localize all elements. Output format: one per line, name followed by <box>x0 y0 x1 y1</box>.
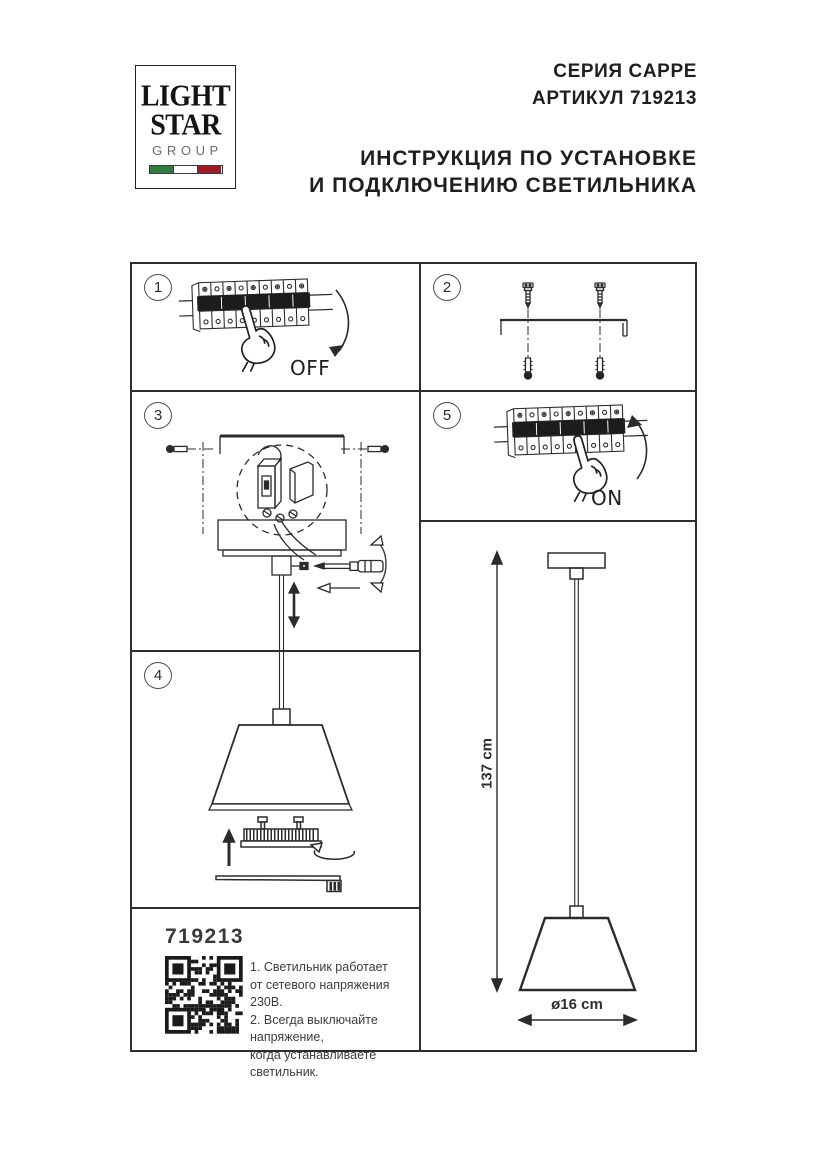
step-4-badge: 4 <box>144 662 172 689</box>
steps-grid <box>130 262 697 1079</box>
insert-arrow-icon <box>318 584 360 593</box>
pointing-hand-icon <box>226 301 280 373</box>
terminal-block-detail <box>258 446 316 560</box>
circuit-breaker-off-diagram <box>132 264 419 390</box>
step-2-panel <box>421 264 695 390</box>
footer-panel <box>132 909 419 1079</box>
cord <box>280 652 284 709</box>
step-1-badge: 1 <box>144 274 172 301</box>
cord-grip <box>272 556 291 575</box>
article-title: АРТИКУЛ 719213 <box>532 88 697 109</box>
step-2-badge: 2 <box>433 274 461 301</box>
lightstar-logo <box>135 65 236 189</box>
arrow-up-icon <box>635 420 647 479</box>
screw-icon <box>595 283 605 308</box>
led-module <box>241 817 321 847</box>
screwdriver-icon <box>315 561 383 573</box>
note-line: 1. Светильник работает <box>250 960 388 974</box>
stem <box>575 579 579 906</box>
safety-notes <box>250 959 418 1082</box>
wall-anchor-icon <box>596 358 605 379</box>
on-label: ON <box>591 486 623 510</box>
circuit-breaker-on-diagram <box>421 392 695 520</box>
pendant-lamp-diagram <box>421 522 695 1050</box>
instruction-title: ИНСТРУКЦИЯ ПО УСТАНОВКЕ И ПОДКЛЮЧЕНИЮ СВЕТИЛЬНИКА <box>309 147 697 197</box>
arrow-down-icon <box>336 290 348 351</box>
logo-word-group: GROUP <box>152 143 223 158</box>
lamp-shade <box>212 725 349 804</box>
step-5-badge: 5 <box>433 402 461 429</box>
step-3-badge: 3 <box>144 402 172 429</box>
diameter-dimension-line <box>519 1015 636 1025</box>
step-1-panel <box>132 264 419 390</box>
step-3-panel <box>132 392 419 650</box>
lamp-shade <box>520 918 635 990</box>
qr-code <box>165 956 243 1034</box>
italian-flag-icon <box>149 165 223 174</box>
logo-word-light: LIGHT <box>140 79 231 114</box>
logo-word-star: STAR <box>150 108 221 143</box>
note-line: от сетевого напряжения 230В. <box>250 977 390 1009</box>
grid-border-right <box>695 262 697 1052</box>
article-number: 719213 <box>165 925 245 948</box>
step-4-panel <box>132 652 419 907</box>
ceiling-plate <box>548 553 605 568</box>
rotate-arrow-icon <box>311 843 354 859</box>
screw-icon <box>523 283 533 308</box>
note-line: когда устанавливаете светильник. <box>250 1047 377 1079</box>
arrow-up-icon <box>224 830 235 866</box>
wall-anchor-icon <box>524 358 533 379</box>
canopy-plate <box>218 520 346 550</box>
up-down-arrow-icon <box>289 583 299 627</box>
series-title: СЕРИЯ CAPPE <box>553 61 697 82</box>
step-5-panel <box>421 392 695 520</box>
rotate-arrow-icon <box>371 536 386 592</box>
screw-icon <box>382 446 389 453</box>
diffuser-plate <box>216 876 341 892</box>
cord <box>280 575 284 650</box>
diameter-dimension-label: ø16 cm <box>551 996 603 1013</box>
canopy-wiring-diagram <box>132 392 419 650</box>
height-dimension-label: 137 cm <box>478 738 496 789</box>
note-line: 2. Всегда выключайте напряжение, <box>250 1012 378 1044</box>
dimensions-panel <box>421 522 695 1050</box>
off-label: OFF <box>290 356 331 380</box>
mounting-bracket-diagram <box>421 264 695 390</box>
screw-icon <box>167 446 174 453</box>
header <box>240 58 697 199</box>
shade-assembly-diagram <box>132 652 419 907</box>
